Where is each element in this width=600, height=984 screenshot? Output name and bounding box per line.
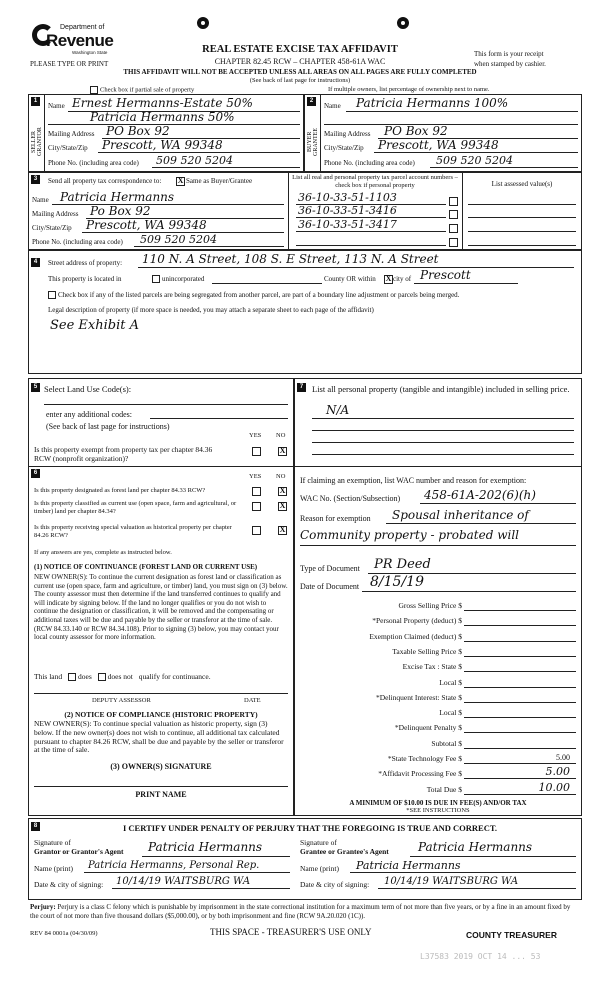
grantee-sig-label-1: Signature of bbox=[300, 838, 337, 847]
send-correspondence-label: Send all property tax correspondence to: bbox=[48, 177, 162, 185]
grantor-name-label: Name (print) bbox=[34, 864, 73, 873]
personal-property-checkbox[interactable] bbox=[449, 210, 458, 219]
receipt-note-2: when stamped by cashier. bbox=[474, 60, 546, 68]
fee-label: Local $ bbox=[439, 708, 462, 717]
doc-date-label: Date of Document bbox=[300, 582, 360, 591]
exempt-no-checkbox[interactable]: X bbox=[279, 446, 286, 455]
form-notice: THIS AFFIDAVIT WILL NOT BE ACCEPTED UNLESS ALL AREAS ON ALL PAGES ARE FULLY COMPLETED bbox=[123, 68, 477, 76]
corr-phone[interactable]: 509 520 5204 bbox=[140, 233, 217, 246]
seller-side-label: SELLER GRANTOR bbox=[31, 127, 43, 157]
located-label: This property is located in bbox=[48, 275, 122, 283]
owner-signature-label: (3) OWNER(S) SIGNATURE bbox=[110, 762, 212, 771]
fee-amount-line[interactable] bbox=[464, 625, 576, 626]
section-5-number: 5 bbox=[31, 383, 40, 392]
current-use-yes-checkbox[interactable] bbox=[252, 502, 261, 511]
does-not-checkbox[interactable] bbox=[98, 673, 106, 681]
this-land-row bbox=[34, 672, 211, 681]
section-6-number: 6 bbox=[31, 469, 40, 478]
select-land-use-label: Select Land Use Code(s): bbox=[44, 384, 132, 394]
land-use-no-header: NO bbox=[276, 432, 286, 439]
fee-amount-line[interactable] bbox=[464, 794, 576, 795]
wac-number[interactable]: 458-61A-202(6)(h) bbox=[424, 488, 536, 502]
if-any-yes: If any answers are yes, complete as instructed below. bbox=[34, 549, 172, 556]
this-land-label: This land bbox=[34, 672, 63, 681]
section-4-number: 4 bbox=[31, 258, 40, 267]
fee-amount-line[interactable] bbox=[464, 732, 576, 733]
does-not-label: does not bbox=[107, 672, 133, 681]
fee-amount-line[interactable] bbox=[464, 763, 576, 764]
partial-sale-label: Check box if partial sale of property bbox=[100, 86, 195, 94]
grantor-sig-label-1: Signature of bbox=[34, 838, 71, 847]
same-as-buyer-label: Same as Buyer/Grantee bbox=[186, 177, 253, 185]
unincorporated-label: unincorporated bbox=[162, 275, 205, 283]
land-use-see-back: (See back of last page for instructions) bbox=[46, 422, 170, 431]
parcel-number[interactable]: 36-10-33-51-3417 bbox=[298, 218, 397, 231]
s6-yes-header: YES bbox=[249, 473, 262, 480]
county-or-label: County OR within bbox=[324, 275, 376, 283]
current-use-question: Is this property classified as current use (open space, farm and agricultural, or timber) land per chapter 84.34? bbox=[34, 500, 237, 515]
grantor-date-city[interactable]: 10/14/19 WAITSBURG WA bbox=[116, 876, 251, 887]
city-of-label: city of bbox=[393, 275, 412, 283]
grantee-date-city[interactable]: 10/14/19 WAITSBURG WA bbox=[384, 876, 519, 887]
assessed-value-line[interactable] bbox=[468, 231, 576, 232]
form-see-back: (See back of last page for instructions) bbox=[249, 77, 351, 84]
seller-mail[interactable]: PO Box 92 bbox=[106, 124, 170, 138]
seller-phone[interactable]: 509 520 5204 bbox=[156, 154, 233, 167]
form-chapter: CHAPTER 82.45 RCW – CHAPTER 458-61A WAC bbox=[214, 57, 386, 66]
grantor-name[interactable]: Patricia Hermanns, Personal Rep. bbox=[88, 860, 260, 871]
personal-property-label: List all personal property (tangible and intangible) included in selling price. bbox=[312, 384, 570, 394]
fee-label: Exemption Claimed (deduct) $ bbox=[369, 632, 462, 641]
dept-line1: Department of bbox=[60, 24, 105, 31]
minimum-due: A MINIMUM OF $10.00 IS DUE IN FEE(S) AND/OR TAX bbox=[349, 799, 527, 807]
grantee-name-label: Name (print) bbox=[300, 864, 339, 873]
section-1-number: 1 bbox=[31, 97, 40, 106]
segregated-checkbox[interactable] bbox=[48, 291, 56, 299]
legal-description[interactable]: See Exhibit A bbox=[50, 318, 140, 333]
parcel-number[interactable]: 36-10-33-51-3416 bbox=[298, 204, 397, 217]
partial-sale-checkbox[interactable] bbox=[90, 86, 98, 94]
seller-mail-label: Mailing Address bbox=[48, 130, 95, 138]
current-use-no-checkbox[interactable]: X bbox=[279, 501, 286, 510]
seller-name-label: Name bbox=[48, 102, 65, 110]
fee-label: *Affidavit Processing Fee $ bbox=[378, 769, 462, 778]
seller-name-1[interactable]: Ernest Hermanns-Estate 50% bbox=[72, 96, 253, 110]
exempt-question: Is this property exempt from property tax per chapter 84.36 RCW (nonprofit organization)? bbox=[34, 445, 213, 463]
buyer-mail-label: Mailing Address bbox=[324, 130, 371, 138]
historic-question: Is this property receiving special valuation as historical property per chapter 84.26 RCW? bbox=[34, 524, 232, 539]
grantor-date-label: Date & city of signing: bbox=[34, 880, 104, 889]
legal-label: Legal description of property (if more space is needed, you may attach a separate sheet to each page of the affidavit) bbox=[48, 306, 374, 314]
fee-label: Local $ bbox=[439, 678, 462, 687]
fee-amount-line[interactable] bbox=[464, 656, 576, 657]
grantee-name[interactable]: Patricia Hermanns bbox=[356, 859, 461, 872]
fee-label: Excise Tax : State $ bbox=[402, 662, 462, 671]
parcel-number[interactable]: 36-10-33-51-1103 bbox=[298, 191, 397, 204]
segregated-label: Check box if any of the listed parcels are being segregated from another parcel, are part of a boundary line adjustment or parcels being merged. bbox=[58, 291, 460, 299]
assessed-value-line[interactable] bbox=[468, 245, 576, 246]
corr-mail-label: Mailing Address bbox=[32, 210, 79, 218]
grantor-signature[interactable]: Patricia Hermanns bbox=[148, 840, 263, 854]
grantee-sig-label-2: Grantee or Grantee's Agent bbox=[300, 847, 389, 856]
please-type: PLEASE TYPE OR PRINT bbox=[30, 60, 109, 68]
wac-label: WAC No. (Section/Subsection) bbox=[300, 494, 401, 503]
personal-property-value[interactable]: N/A bbox=[326, 403, 350, 417]
city-checkbox[interactable]: X bbox=[385, 274, 392, 283]
grantor-sig-label-2: Grantor or Grantor's Agent bbox=[34, 847, 124, 856]
fee-amount[interactable]: 5.00 bbox=[556, 753, 570, 762]
does-label: does bbox=[78, 672, 92, 681]
reason-label: Reason for exemption bbox=[300, 514, 371, 523]
notice-continuance-text: NEW OWNER(S): To continue the current designation as forest land or classification as current use (open space, farm and agriculture, or timber) land, you must sign on (3) below. The county assessor must then determine if the land transferred continues to qualify and will indicate by signing below. If the land no longer qualifies or you do not wish to continue the designation or classification, it will be removed and the compensating or additional taxes will be due and payable by the seller or transferor at the time of sale. (RCW 84.33.140 or RCW 84.34.108). Prior to signing (3) below, you may contact your local county assessor for more information. bbox=[34, 573, 288, 642]
claim-exemption-label: If claiming an exemption, list WAC number and reason for exemption: bbox=[300, 476, 527, 485]
personal-property-checkbox[interactable] bbox=[449, 238, 458, 247]
additional-codes-label: enter any additional codes: bbox=[46, 410, 132, 419]
perjury-text: Perjury is a class C felony which is punishable by imprisonment in the state correctional institution for a maximum term of not more than five years, or by a fine in an amount fixed by the court of not more than five thousand dollars ($5,000.00), or by both imprisonment and fine (RCW 9A.20.020 (1C)). bbox=[30, 903, 571, 920]
county-treasurer-label: COUNTY TREASURER bbox=[466, 930, 557, 940]
punch-hole-right-icon bbox=[397, 17, 409, 29]
seller-name-2[interactable]: Patricia Hermanns 50% bbox=[90, 110, 235, 124]
fee-amount[interactable]: 5.00 bbox=[545, 765, 570, 778]
fee-amount-line[interactable] bbox=[464, 610, 576, 611]
reason-line-1[interactable]: Spousal inheritance of bbox=[392, 508, 529, 522]
fee-label: Taxable Selling Price $ bbox=[392, 647, 462, 656]
unincorporated-row bbox=[152, 275, 204, 283]
segregated-row bbox=[48, 291, 459, 299]
fee-amount-line[interactable] bbox=[464, 671, 576, 672]
corr-name-label: Name bbox=[32, 196, 49, 204]
grantee-date-label: Date & city of signing: bbox=[300, 880, 370, 889]
fee-amount-line[interactable] bbox=[464, 641, 576, 642]
section-3-number: 3 bbox=[31, 175, 40, 184]
dept-state: Washington State bbox=[72, 50, 108, 55]
deputy-assessor-label: DEPUTY ASSESSOR bbox=[92, 697, 151, 704]
dept-name: Revenue bbox=[46, 31, 114, 50]
fee-amount[interactable]: 10.00 bbox=[538, 781, 570, 794]
fee-amount-line[interactable] bbox=[464, 702, 576, 703]
buyer-phone[interactable]: 509 520 5204 bbox=[436, 154, 513, 167]
corr-city[interactable]: Prescott, WA 99348 bbox=[86, 218, 207, 232]
forest-no-checkbox[interactable]: X bbox=[279, 486, 286, 495]
exempt-yes-checkbox[interactable] bbox=[252, 447, 261, 456]
buyer-side-label: BUYER GRANTEE bbox=[307, 128, 319, 156]
fee-label: *Personal Property (deduct) $ bbox=[372, 616, 462, 625]
multiple-owners-note: If multiple owners, list percentage of ownership next to name. bbox=[328, 86, 490, 93]
same-as-buyer-checkbox[interactable]: X bbox=[177, 176, 184, 185]
perjury-notice bbox=[30, 903, 580, 921]
historic-no-checkbox[interactable]: X bbox=[279, 525, 286, 534]
doc-date[interactable]: 8/15/19 bbox=[370, 574, 424, 590]
personal-property-checkbox[interactable] bbox=[449, 197, 458, 206]
doc-type[interactable]: PR Deed bbox=[374, 557, 431, 572]
reason-line-2[interactable]: Community property - probated will bbox=[300, 528, 520, 542]
seller-phone-label: Phone No. (including area code) bbox=[48, 159, 139, 167]
dor-logo bbox=[32, 22, 122, 62]
s6-no-header: NO bbox=[276, 473, 286, 480]
section-2-number: 2 bbox=[307, 97, 316, 106]
treasurer-space-label: THIS SPACE - TREASURER'S USE ONLY bbox=[210, 927, 372, 937]
corr-name[interactable]: Patricia Hermanns bbox=[60, 190, 175, 204]
historic-yes-checkbox[interactable] bbox=[252, 526, 261, 535]
punch-hole-left-icon bbox=[197, 17, 209, 29]
corr-phone-label: Phone No. (including area code) bbox=[32, 238, 123, 246]
street-address[interactable]: 110 N. A Street, 108 S. E Street, 113 N. A Street bbox=[142, 252, 439, 266]
forest-yes-checkbox[interactable] bbox=[252, 487, 261, 496]
land-use-yes-header: YES bbox=[249, 432, 262, 439]
fee-amount-line[interactable] bbox=[464, 717, 576, 718]
notice-historic-title: (2) NOTICE OF COMPLIANCE (HISTORIC PROPERTY) bbox=[64, 710, 258, 719]
cashier-stamp: L37583 2019 OCT 14 ... 53 bbox=[420, 952, 541, 961]
street-label: Street address of property: bbox=[48, 259, 123, 267]
fee-label: Gross Selling Price $ bbox=[398, 601, 462, 610]
buyer-city[interactable]: Prescott, WA 99348 bbox=[378, 138, 499, 152]
qualify-label: qualify for continuance. bbox=[138, 672, 211, 681]
unincorporated-checkbox[interactable] bbox=[152, 275, 160, 283]
perjury-label: Perjury: bbox=[30, 903, 56, 911]
buyer-name-label: Name bbox=[324, 102, 341, 110]
fee-label: *Delinquent Penalty $ bbox=[394, 723, 462, 732]
buyer-phone-label: Phone No. (including area code) bbox=[324, 159, 415, 167]
deputy-date-label: DATE bbox=[244, 697, 261, 704]
partial-sale-row bbox=[90, 86, 194, 94]
section-8-number: 8 bbox=[31, 822, 40, 831]
corr-mail[interactable]: Po Box 92 bbox=[90, 204, 151, 218]
doc-type-label: Type of Document bbox=[300, 564, 360, 573]
corr-city-label: City/State/Zip bbox=[32, 224, 72, 232]
property-city[interactable]: Prescott bbox=[420, 268, 471, 282]
fee-label: Subtotal $ bbox=[431, 739, 462, 748]
personal-property-checkbox[interactable] bbox=[449, 224, 458, 233]
notice-historic-text: NEW OWNER(S): To continue special valuation as historic property, sign (3) below. If the new owner(s) does not wish to continue, all additional tax calculated pursuant to chapter 84.26 RCW, shall be due and payable by the seller or transferor at the time of sale. bbox=[34, 719, 284, 755]
receipt-note-1: This form is your receipt bbox=[474, 50, 544, 58]
parcels-header: List all real and personal property tax parcel account numbers – check box if personal property bbox=[292, 174, 458, 189]
form-title: REAL ESTATE EXCISE TAX AFFIDAVIT bbox=[202, 44, 398, 55]
seller-city-label: City/State/Zip bbox=[48, 144, 88, 152]
fee-label: *Delinquent Interest: State $ bbox=[375, 693, 462, 702]
fee-label: Total Due $ bbox=[426, 785, 462, 794]
print-name-label: PRINT NAME bbox=[135, 790, 187, 799]
fee-amount-line[interactable] bbox=[464, 687, 576, 688]
notice-continuance-title: (1) NOTICE OF CONTINUANCE (FOREST LAND OR CURRENT USE) bbox=[34, 563, 258, 571]
section-7-number: 7 bbox=[297, 383, 306, 392]
assessed-value-line[interactable] bbox=[468, 204, 576, 205]
seller-city[interactable]: Prescott, WA 99348 bbox=[102, 138, 223, 152]
assessed-header: List assessed value(s) bbox=[491, 180, 553, 188]
right-lower-box bbox=[294, 378, 582, 816]
buyer-name-1[interactable]: Patricia Hermanns 100% bbox=[356, 96, 509, 110]
see-instructions: *SEE INSTRUCTIONS bbox=[406, 807, 470, 814]
grantee-signature[interactable]: Patricia Hermanns bbox=[418, 840, 533, 854]
assessed-value-line[interactable] bbox=[468, 217, 576, 218]
rev-number: REV 84 0001a (04/30/09) bbox=[30, 930, 98, 937]
forest-question: Is this property designated as forest land per chapter 84.33 RCW? bbox=[34, 487, 206, 494]
fee-label: *State Technology Fee $ bbox=[387, 754, 462, 763]
does-checkbox[interactable] bbox=[68, 673, 76, 681]
buyer-mail[interactable]: PO Box 92 bbox=[384, 124, 448, 138]
fee-amount-line[interactable] bbox=[464, 778, 576, 779]
certify-statement: I CERTIFY UNDER PENALTY OF PERJURY THAT THE FOREGOING IS TRUE AND CORRECT. bbox=[122, 823, 497, 833]
fee-amount-line[interactable] bbox=[464, 748, 576, 749]
buyer-city-label: City/State/Zip bbox=[324, 144, 364, 152]
